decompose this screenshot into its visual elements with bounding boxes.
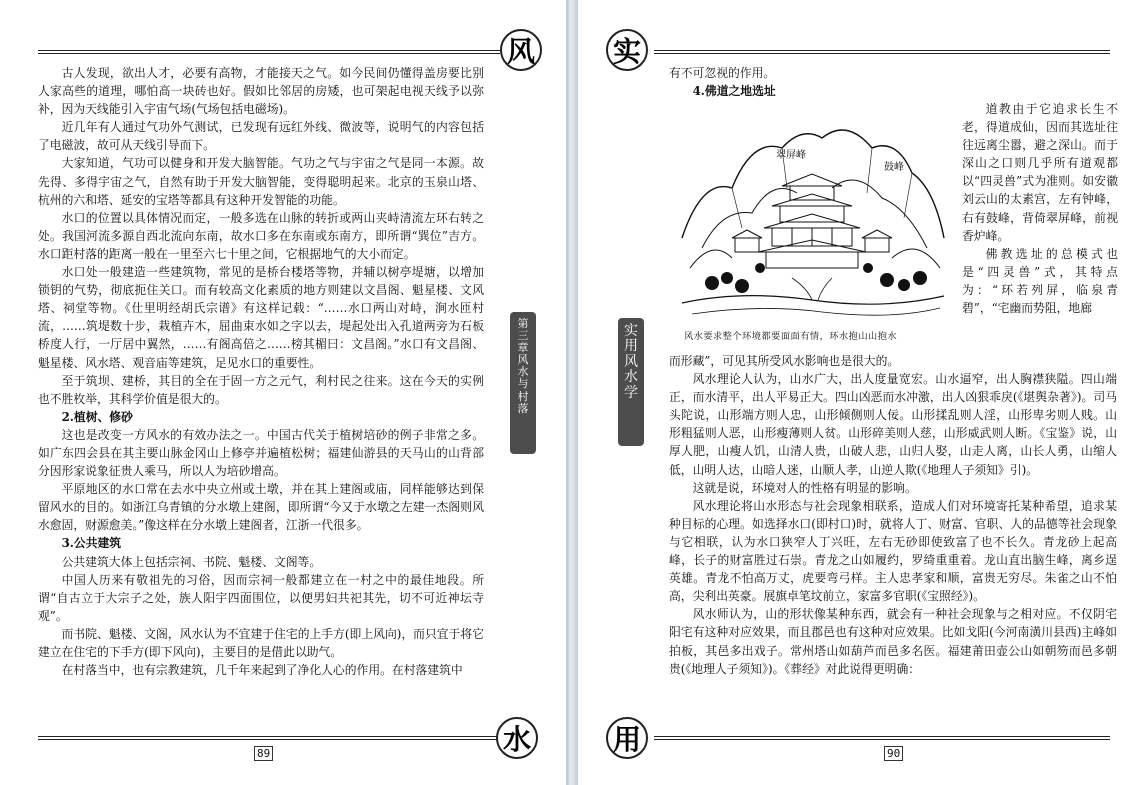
top-rule <box>38 50 500 51</box>
tab-char: 第 <box>517 317 529 330</box>
paragraph: 平原地区的水口常在去水中央立州或土墩，并在其上建阁或庙，同样能够达到保留风水的目的。如浙江乌青镇的分水墩上建阁，即所谓“今又于水墩之左建一杰阁则风水愈固，财源愈美。”像这样在分水墩上建阁者，江浙一代很多。 <box>38 482 484 533</box>
paragraph: 在村落当中，也有宗教建筑，几千年来起到了净化人心的作用。在村落建筑中 <box>61 663 463 678</box>
paragraph: 至于筑坝、建桥，其目的全在于固一方之元气，利村民之往来。这在今天的实例也不胜枚举，其科学价值是很大的。 <box>38 373 484 406</box>
top-rule <box>654 50 1110 51</box>
paragraph: 中国人历来有敬祖先的习俗，因而宗祠一般都建立在一村之中的最佳地段。所谓“自古立于大宗子之处，族人阳宇四面围位，以便男妇共祀其先，切不可近神坛寺观”。 <box>38 572 484 623</box>
paragraph: 风水理论将山水形态与社会现象相联系，造成人们对环境寄托某种希望，追求某种目标的心理。如选择水口(即村口)时，就将人丁、财富、官职、人的品德等社会现象与它相联，认为水口狭窄人丁兴旺，左右无砂即使致富了也不长久。青龙砂上起高峰，长子的财富胜过石崇。青龙之山如履约，罗绮重重着。龙山直出脑生峰，离乡逞英雄。青龙不怕高万丈，虎要弯弓样。主人忠孝家和顺，富贵无穷尽。朱雀之山不怕高，尖利出英豪。展旗卓笔坟前立，家富多官职(《宝照经》)。 <box>669 498 1117 604</box>
book-title-tab <box>618 318 644 446</box>
paragraph: 近几年有人通过气功外气测试，已发现有远红外线、微波等，说明气的内容包括了电磁波，故可从天线引导而下。 <box>38 120 484 153</box>
paragraph: 而形藏”，可见其所受风水影响也是很大的。 <box>669 354 900 368</box>
paragraph: 这也是改变一方风水的有效办法之一。中国古代关于植树培砂的例子非常之多。如广东四会县在其主要山脉金冈山上修亭并遍植松树；福建仙游县的天马山的山背部分因形家说象征贵人乘马，所以人为培砂增高。 <box>38 427 484 479</box>
section-heading: 2.植树、修砂 <box>61 409 133 424</box>
left-body-text <box>38 64 484 679</box>
tab-char: 三 <box>517 329 529 343</box>
bottom-rule <box>654 736 1110 737</box>
tab-char: 风 <box>624 353 638 370</box>
paragraph: 风水理论人认为，山水广大，出人度量宽宏。山水逼窄，出人胸襟狭隘。四山端正，而水清平，出人平易正大。四山凶恶而水冲激，出人凶狠乖戾(《堪舆杂著》)。司马头陀说，山形端方则人忠，山形倾侧则人佞。山形揉乱则人淫，山形卑劣则人贱。山形粗猛则人恶，山形瘦薄则人贫。山形碎美则人慈，山形威武则人断。《宝鉴》说，山厚人肥，山瘦人饥，山清人贵，山破人悲，山归人娶，山走人离，山长人勇，山缩人低，山明人达，山暗人迷，山顺人孝，山逆人欺(《地理人子须知》引)。 <box>669 372 1117 477</box>
top-seal <box>606 29 648 71</box>
seal-char: 用 <box>612 723 641 756</box>
top-seal <box>500 29 542 71</box>
right-float-text <box>962 100 1118 317</box>
section-heading: 3.公共建筑 <box>61 536 122 551</box>
temple-mountain-drawing <box>672 118 952 326</box>
seal-char: 实 <box>612 35 641 68</box>
tab-char: 水 <box>517 365 529 379</box>
tab-char: 学 <box>624 384 638 401</box>
tab-char: 实 <box>624 323 638 339</box>
paragraph: 这就是说，环境对人的性格有明显的影响。 <box>692 480 917 495</box>
tab-char: 风 <box>517 353 529 367</box>
landscape-illustration <box>672 118 952 326</box>
bottom-seal <box>496 717 538 759</box>
paragraph: 佛教选址的总模式也是“四灵兽”式，其特点为：“环若列屏，临泉青碧”，“宅幽而势阻，地廊 <box>962 246 1118 316</box>
tab-char: 水 <box>624 369 638 386</box>
peak-label-cuiping: 翠屏峰 <box>776 150 806 161</box>
bottom-rule <box>38 736 500 737</box>
paragraph: 道教由于它追求长生不老，得道成仙，因而其选址往往远离尘嚣，避之深山。而于深山之口则几乎所有道观都以“四灵兽”式为准则。如安徽刘云山的太素宫，左有钟峰，右有鼓峰，背倚翠屏峰，前视香炉峰。 <box>962 102 1118 243</box>
paragraph: 而书院、魁楼、文阁，风水认为不宜建于住宅的上手方(即上风向)，而只宜于将它建立在住宅的下手方(即下风向)，主要目的是借此以助气。 <box>38 626 484 659</box>
tab-char: 村 <box>517 389 529 403</box>
chapter-tab <box>510 312 536 454</box>
paragraph: 水口处一般建造一些建筑物，常见的是桥台楼塔等物，并辅以树亭堤塘，以增加锁钥的气势，彻底扼住关口。而有较高文化素质的地方则建以文昌阁、魁星楼、文风塔、祠堂等物。《仕里明经胡氏宗谱》有这样记载：“……水口两山对峙，涧水匝村流，……筑堤数十步，栽植卉木，屈曲束水如之字以去，堤起处出入孔道两旁为石板桥度人行，一厅居中翼然，……有阁高倍之……榜其楣曰：文昌阁。”水口有文昌阁、魁星楼、风水塔、观音庙等建筑，足见水口的重要性。 <box>38 265 484 370</box>
book-gutter <box>566 0 578 785</box>
paragraph: 公共建筑大体上包括宗祠、书院、魁楼、文阁等。 <box>61 554 322 569</box>
seal-char: 风 <box>506 35 535 68</box>
paragraph: 大家知道，气功可以健身和开发大脑智能。气功之气与宇宙之气是同一本源。故先得、多得宇宙之气，自然有助于开发大脑智能，变得聪明起来。北京的玉泉山塔、杭州的六和塔、延安的宝塔等都具有这种开发智能的功能。 <box>38 156 484 207</box>
paragraph: 风水师认为，山的形状像某种东西，就会有一种社会现象与之相对应。不仅阴宅阳宅有这种对应效果，而且郡邑也有这种对应效果。比如戈阳(今河南潢川县西)主峰如拍板，其邑多出戏子。常州塔山如葫芦而邑多名医。福建莆田壶公山如朝笏而邑多朝贵(《地理人子须知》)。《葬经》对此说得更明确： <box>669 607 1117 676</box>
tab-char: 用 <box>624 338 638 355</box>
seal-char: 水 <box>502 723 531 756</box>
tab-char: 章 <box>517 341 529 355</box>
left-page <box>0 0 566 785</box>
section-heading: 4.佛道之地选址 <box>692 84 776 99</box>
right-body-text <box>669 352 1117 678</box>
figure-caption: 风水要求整个环境都要面面有情，环水抱山山抱水 <box>684 331 898 342</box>
lead-line: 有不可忽视的作用。 <box>669 66 776 80</box>
page-number: 90 <box>884 746 903 761</box>
tab-char: 落 <box>517 401 529 415</box>
tab-char: 与 <box>517 377 529 391</box>
paragraph: 古人发现，欲出人才，必要有高物，才能接天之气。如今民间仍懂得盖房要比别人家高些的道理，哪怕高一块砖也好。假如比邻居的房矮，也可架起电视天线予以弥补，因为天线能引入宇宙气场(气场包括电磁场)。 <box>38 66 484 117</box>
right-top-text <box>669 64 1117 100</box>
page-number: 89 <box>254 746 273 761</box>
right-page <box>578 0 1142 785</box>
peak-label-gu: 鼓峰 <box>884 162 904 173</box>
bottom-seal <box>606 717 648 759</box>
paragraph: 水口的位置以具体情况而定，一般多选在山脉的转折或两山夹峙清流左环右转之处。我国河流多源自西北流向东南，故水口多在东南或东南方，即所谓“巽位”吉方。水口距村落的距离一般在一里至六七十里之间，它根据地气的大小而定。 <box>38 210 484 261</box>
